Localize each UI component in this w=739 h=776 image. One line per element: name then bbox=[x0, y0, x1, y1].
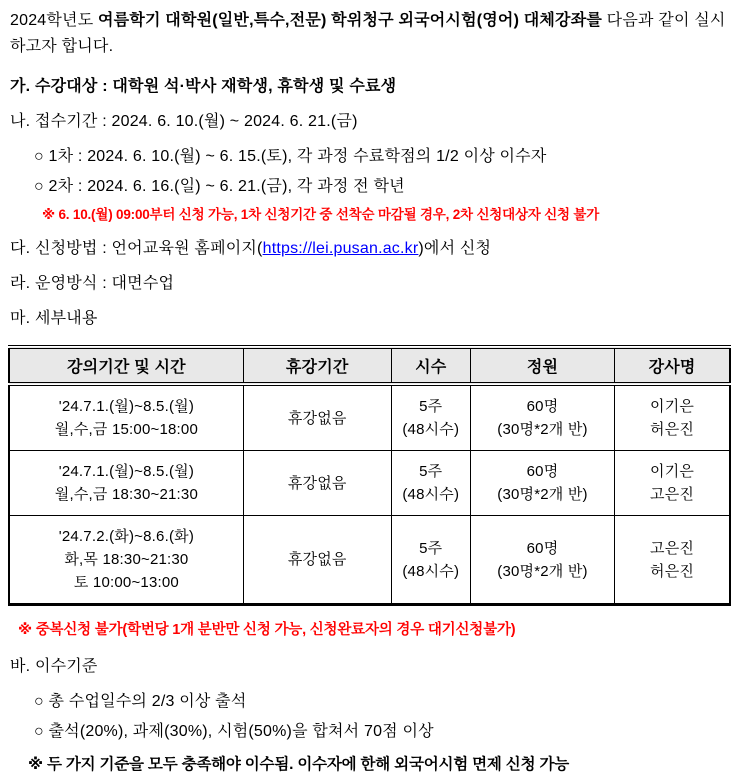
header-hours: 시수 bbox=[391, 347, 470, 384]
header-lecture-period: 강의기간 및 시간 bbox=[9, 347, 243, 384]
teacher-name: 고은진 bbox=[650, 539, 695, 557]
period-line: '24.7.1.(월)~8.5.(월) bbox=[58, 398, 195, 415]
cell-hours bbox=[391, 384, 470, 451]
section-ga-target-students: 가. 수강대상 : 대학원 석·박사 재학생, 휴학생 및 수료생 bbox=[10, 78, 397, 95]
teacher-name: 이기은 bbox=[650, 398, 695, 415]
table-row bbox=[9, 384, 730, 451]
note-no-duplicate-application: ※ 중복신청 불가(학번당 1개 분반만 신청 가능, 신청완료자의 경우 대기신청불가) bbox=[18, 622, 516, 638]
intro-prefix: 2024학년도 bbox=[10, 12, 99, 29]
note-first-come-first-served: ※ 6. 10.(월) 09:00부터 신청 가능, 1차 신청기간 중 선착순 마감될 경우, 2차 신청대상자 신청 불가 bbox=[42, 207, 600, 222]
section-da-application-method bbox=[10, 235, 729, 258]
note-completion-exemption: ※ 두 가지 기준을 모두 충족해야 이수됨. 이수자에 한해 외국어시험 면제 신청 가능 bbox=[28, 756, 569, 773]
hours-line: 5주 bbox=[419, 463, 443, 480]
capacity-line: 60명 bbox=[526, 398, 559, 415]
cell-period bbox=[9, 384, 243, 451]
document bbox=[8, 8, 731, 774]
cell-break: 휴강없음 bbox=[243, 384, 391, 451]
header-break-period: 휴강기간 bbox=[243, 347, 391, 384]
teacher-name: 허은진 bbox=[650, 562, 695, 580]
period-line: '24.7.1.(월)~8.5.(월) bbox=[58, 463, 195, 480]
section-ra-operation-mode: 라. 운영방식 : 대면수업 bbox=[10, 275, 175, 292]
list-item-round-2: ○ 2차 : 2024. 6. 16.(일) ~ 6. 21.(금), 각 과정 전 학년 bbox=[34, 178, 405, 195]
cell-break: 휴강없음 bbox=[243, 451, 391, 516]
cell-period bbox=[9, 516, 243, 605]
period-line: 월,수,금 18:30~21:30 bbox=[54, 486, 199, 503]
capacity-line: (30명*2개 반) bbox=[497, 421, 588, 438]
intro-suffix: 다음과 같이 실시하고자 합니다. bbox=[10, 12, 726, 55]
table-row bbox=[9, 516, 730, 605]
cell-hours bbox=[391, 451, 470, 516]
header-capacity: 정원 bbox=[470, 347, 614, 384]
section-ba-completion-criteria: 바. 이수기준 bbox=[10, 658, 98, 675]
cell-capacity bbox=[470, 384, 614, 451]
teacher-name: 이기은 bbox=[650, 463, 695, 480]
capacity-line: (30명*2개 반) bbox=[497, 486, 588, 503]
capacity-line: (30명*2개 반) bbox=[497, 562, 588, 580]
cell-hours bbox=[391, 516, 470, 605]
intro-paragraph bbox=[10, 8, 729, 60]
teacher-name: 고은진 bbox=[650, 486, 695, 503]
hours-line: (48시수) bbox=[402, 562, 460, 580]
teacher-name: 허은진 bbox=[650, 421, 695, 438]
cell-capacity bbox=[470, 451, 614, 516]
hours-line: (48시수) bbox=[402, 421, 460, 438]
section-ma-details: 마. 세부내용 bbox=[10, 310, 98, 327]
list-item-round-1: ○ 1차 : 2024. 6. 10.(월) ~ 6. 15.(토), 각 과정 수료학점의 1/2 이상 이수자 bbox=[34, 148, 547, 165]
period-line: '24.7.2.(화)~8.6.(화) bbox=[58, 528, 195, 545]
cell-capacity bbox=[470, 516, 614, 605]
hours-line: 5주 bbox=[419, 539, 443, 557]
da-suffix: )에서 신청 bbox=[418, 240, 492, 257]
cell-break: 휴강없음 bbox=[243, 516, 391, 605]
da-prefix: 다. 신청방법 : 언어교육원 홈페이지( bbox=[10, 240, 263, 257]
capacity-line: 60명 bbox=[526, 463, 559, 480]
cell-teachers bbox=[615, 384, 730, 451]
bullet-score-requirement: ○ 출석(20%), 과제(30%), 시험(50%)을 합쳐서 70점 이상 bbox=[34, 723, 434, 740]
period-line: 월,수,금 15:00~18:00 bbox=[54, 421, 199, 438]
period-line: 화,목 18:30~21:30 bbox=[64, 551, 189, 568]
table-header-row bbox=[9, 347, 730, 384]
cell-teachers bbox=[615, 451, 730, 516]
intro-emphasis: 여름학기 대학원(일반,특수,전문) 학위청구 외국어시험(영어) 대체강좌를 bbox=[98, 12, 603, 29]
table-row bbox=[9, 451, 730, 516]
bullet-attendance-requirement: ○ 총 수업일수의 2/3 이상 출석 bbox=[34, 693, 247, 710]
hours-line: 5주 bbox=[419, 398, 443, 415]
schedule-table bbox=[8, 345, 731, 606]
lei-homepage-link[interactable]: https://lei.pusan.ac.kr bbox=[262, 240, 419, 257]
hours-line: (48시수) bbox=[402, 486, 460, 503]
section-na-application-period: 나. 접수기간 : 2024. 6. 10.(월) ~ 2024. 6. 21.(금) bbox=[10, 113, 358, 130]
period-line: 토 10:00~13:00 bbox=[73, 574, 179, 591]
header-instructor: 강사명 bbox=[615, 347, 730, 384]
cell-teachers bbox=[615, 516, 730, 605]
cell-period bbox=[9, 451, 243, 516]
capacity-line: 60명 bbox=[526, 539, 559, 557]
